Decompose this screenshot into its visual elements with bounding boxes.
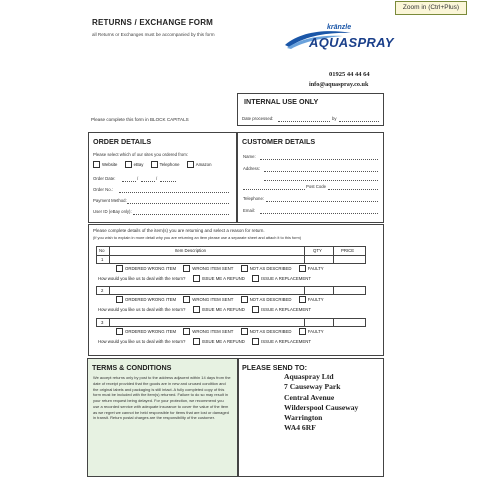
- col-price-label: PRICE: [341, 248, 355, 253]
- order-date-sep-1: /: [137, 176, 139, 181]
- row-1-wrong-sent-checkbox[interactable]: [183, 265, 190, 272]
- col-desc-label: Item Description: [175, 248, 207, 253]
- row-3-number: 3: [101, 320, 104, 325]
- by-label: by: [332, 116, 337, 121]
- aquaspray-logo-text: AQUASPRAY: [309, 35, 394, 50]
- terms-box: [87, 358, 239, 477]
- address-field-3[interactable]: [243, 189, 305, 190]
- row-2-ordered-wrong-checkbox[interactable]: [116, 296, 123, 303]
- payment-method-label: Payment Method:: [93, 198, 127, 203]
- row-2-qty-field[interactable]: [304, 286, 334, 295]
- phone-number: 01925 44 44 64: [329, 71, 370, 78]
- zoom-in-button[interactable]: Zoom in (Ctrl+Plus): [395, 1, 467, 15]
- post-code-label: Post Code: [306, 184, 327, 189]
- telephone-label: Telephone:: [243, 196, 265, 201]
- deal-option-label: ISSUE ME A REFUND: [201, 307, 245, 312]
- row-3-replacement-checkbox[interactable]: [252, 338, 259, 345]
- amazon-checkbox[interactable]: [187, 161, 194, 168]
- reason-label: ORDERED WRONG ITEM: [125, 266, 177, 271]
- reason-label: FAULTY: [307, 266, 324, 271]
- order-details-box: [88, 132, 237, 223]
- address-label: Address:: [243, 166, 260, 171]
- row-1-reasons: [116, 265, 330, 272]
- email-address: info@aquaspray.co.uk: [309, 81, 369, 88]
- row-2-replacement-checkbox[interactable]: [252, 306, 259, 313]
- deal-prompt: How would you like us to deal with the return?: [98, 307, 186, 312]
- row-1-qty-field[interactable]: [304, 255, 334, 264]
- name-label: Name:: [243, 154, 256, 159]
- block-capitals-instruction: Please complete this form in BLOCK CAPITALS: [91, 117, 189, 122]
- deal-option-label: ISSUE A REPLACEMENT: [261, 339, 311, 344]
- deal-option-label: ISSUE A REPLACEMENT: [261, 307, 311, 312]
- date-processed-field[interactable]: [278, 121, 330, 122]
- order-no-label: Order No.:: [93, 187, 114, 192]
- row-1-deal: [98, 275, 317, 282]
- website-label: Website: [102, 162, 118, 167]
- row-3-refund-checkbox[interactable]: [193, 338, 200, 345]
- order-site-options: [93, 161, 217, 168]
- address-field-1[interactable]: [264, 171, 378, 172]
- telephone-field[interactable]: [266, 201, 378, 202]
- row-2-price-field[interactable]: [333, 286, 366, 295]
- deal-prompt: How would you like us to deal with the return?: [98, 276, 186, 281]
- row-2-deal: [98, 306, 317, 313]
- row-2-not-described-checkbox[interactable]: [241, 296, 248, 303]
- row-3-ordered-wrong-checkbox[interactable]: [116, 328, 123, 335]
- address-line-6: WA4 6RF: [284, 423, 316, 433]
- address-line-4: Wilderspool Causeway: [284, 402, 359, 412]
- deal-prompt: How would you like us to deal with the return?: [98, 339, 186, 344]
- row-3-not-described-checkbox[interactable]: [241, 328, 248, 335]
- row-1-number: 1: [101, 257, 104, 262]
- address-line-5: Warrington: [284, 413, 323, 423]
- name-field[interactable]: [260, 159, 378, 160]
- internal-use-box: [237, 93, 384, 126]
- col-no-label: No: [99, 248, 105, 253]
- customer-details-heading: CUSTOMER DETAILS: [242, 137, 316, 146]
- row-3-reasons: [116, 328, 330, 335]
- deal-option-label: ISSUE A REPLACEMENT: [261, 276, 311, 281]
- processed-by-field[interactable]: [339, 121, 379, 122]
- row-1-description-field[interactable]: [109, 255, 305, 264]
- reason-label: ORDERED WRONG ITEM: [125, 297, 177, 302]
- email-field[interactable]: [260, 213, 378, 214]
- order-date-month-field[interactable]: [141, 181, 155, 182]
- row-1-no: [96, 255, 110, 264]
- form-subtitle: all Returns or Exchanges must be accompanied by this form: [92, 32, 215, 37]
- order-date-year-field[interactable]: [160, 181, 176, 182]
- reason-label: FAULTY: [307, 329, 324, 334]
- kranzle-logo-text: kränzle: [327, 24, 352, 31]
- email-label: Email:: [243, 208, 255, 213]
- telephone-label: Telephone: [159, 162, 180, 167]
- customer-details-box: [237, 132, 384, 223]
- items-note: (If you wish to explain in more detail why you are returning an item please use a separate sheet and attach it to this form): [93, 235, 302, 240]
- row-1-faulty-checkbox[interactable]: [299, 265, 306, 272]
- reason-label: WRONG ITEM SENT: [192, 297, 234, 302]
- order-site-prompt: Please select which of our sites you ordered from:: [93, 152, 189, 157]
- row-1-refund-checkbox[interactable]: [193, 275, 200, 282]
- address-line-1: Aquaspray Ltd: [284, 372, 334, 381]
- reason-label: NOT AS DESCRIBED: [249, 297, 292, 302]
- order-date-day-field[interactable]: [122, 181, 136, 182]
- row-2-no: [96, 286, 110, 295]
- row-1-replacement-checkbox[interactable]: [252, 275, 259, 282]
- reason-label: ORDERED WRONG ITEM: [125, 329, 177, 334]
- amazon-label: Amazon: [195, 162, 212, 167]
- row-3-price-field[interactable]: [333, 318, 366, 327]
- telephone-checkbox[interactable]: [151, 161, 158, 168]
- reason-label: FAULTY: [307, 297, 324, 302]
- row-2-number: 2: [101, 288, 104, 293]
- reason-label: WRONG ITEM SENT: [192, 266, 234, 271]
- row-3-no: [96, 318, 110, 327]
- address-line-2: 7 Causeway Park: [284, 382, 341, 392]
- deal-option-label: ISSUE ME A REFUND: [201, 339, 245, 344]
- date-processed-label: Date processed:: [242, 116, 274, 121]
- user-id-field[interactable]: [133, 214, 229, 215]
- payment-method-field[interactable]: [127, 203, 229, 204]
- row-2-faulty-checkbox[interactable]: [299, 296, 306, 303]
- order-date-sep-2: /: [156, 176, 158, 181]
- terms-heading: TERMS & CONDITIONS: [92, 363, 172, 372]
- address-field-2[interactable]: [264, 180, 378, 181]
- col-qty-label: QTY: [313, 248, 322, 253]
- items-instruction: Please complete details of the item(s) you are returning and select a reason for return.: [93, 228, 265, 233]
- ebay-label: eBay: [133, 162, 144, 167]
- deal-option-label: ISSUE ME A REFUND: [201, 276, 245, 281]
- ebay-checkbox[interactable]: [125, 161, 132, 168]
- post-code-field[interactable]: [328, 189, 378, 190]
- user-id-label: User ID (eBay only):: [93, 209, 132, 214]
- row-2-wrong-sent-checkbox[interactable]: [183, 296, 190, 303]
- order-no-field[interactable]: [119, 192, 229, 193]
- form-title: RETURNS / EXCHANGE FORM: [92, 18, 214, 27]
- internal-use-heading: INTERNAL USE ONLY: [244, 97, 319, 106]
- row-3-wrong-sent-checkbox[interactable]: [183, 328, 190, 335]
- send-to-address: [284, 372, 358, 434]
- reason-label: WRONG ITEM SENT: [192, 329, 234, 334]
- website-checkbox[interactable]: [93, 161, 100, 168]
- row-3-qty-field[interactable]: [304, 318, 334, 327]
- row-3-description-field[interactable]: [109, 318, 305, 327]
- reason-label: NOT AS DESCRIBED: [249, 266, 292, 271]
- row-3-faulty-checkbox[interactable]: [299, 328, 306, 335]
- terms-body: We accept returns only by post to the address adjacent within 14 days from the date of receipt provided that the goods are in new and unused condition and the original labels and packaging is still intact. A fully completed copy of this form must be included with the item(s) returned. Failure to do so may result in your return request being delayed. For your protection, we recommend you use a recorded service with adequate insurance to cover the value of the item as we regret we cannot be held responsible for items that are lost or damaged in transit. Return postal charges are the responsibility of the customer.: [93, 375, 231, 421]
- row-1-price-field[interactable]: [333, 255, 366, 264]
- reason-label: NOT AS DESCRIBED: [249, 329, 292, 334]
- address-line-3: Central Avenue: [284, 392, 335, 402]
- row-1-not-described-checkbox[interactable]: [241, 265, 248, 272]
- row-1-ordered-wrong-checkbox[interactable]: [116, 265, 123, 272]
- send-to-heading: PLEASE SEND TO:: [242, 363, 307, 372]
- order-date-label: Order Date:: [93, 176, 116, 181]
- order-details-heading: ORDER DETAILS: [93, 137, 152, 146]
- row-2-refund-checkbox[interactable]: [193, 306, 200, 313]
- row-3-deal: [98, 338, 317, 345]
- row-2-reasons: [116, 296, 330, 303]
- row-2-description-field[interactable]: [109, 286, 305, 295]
